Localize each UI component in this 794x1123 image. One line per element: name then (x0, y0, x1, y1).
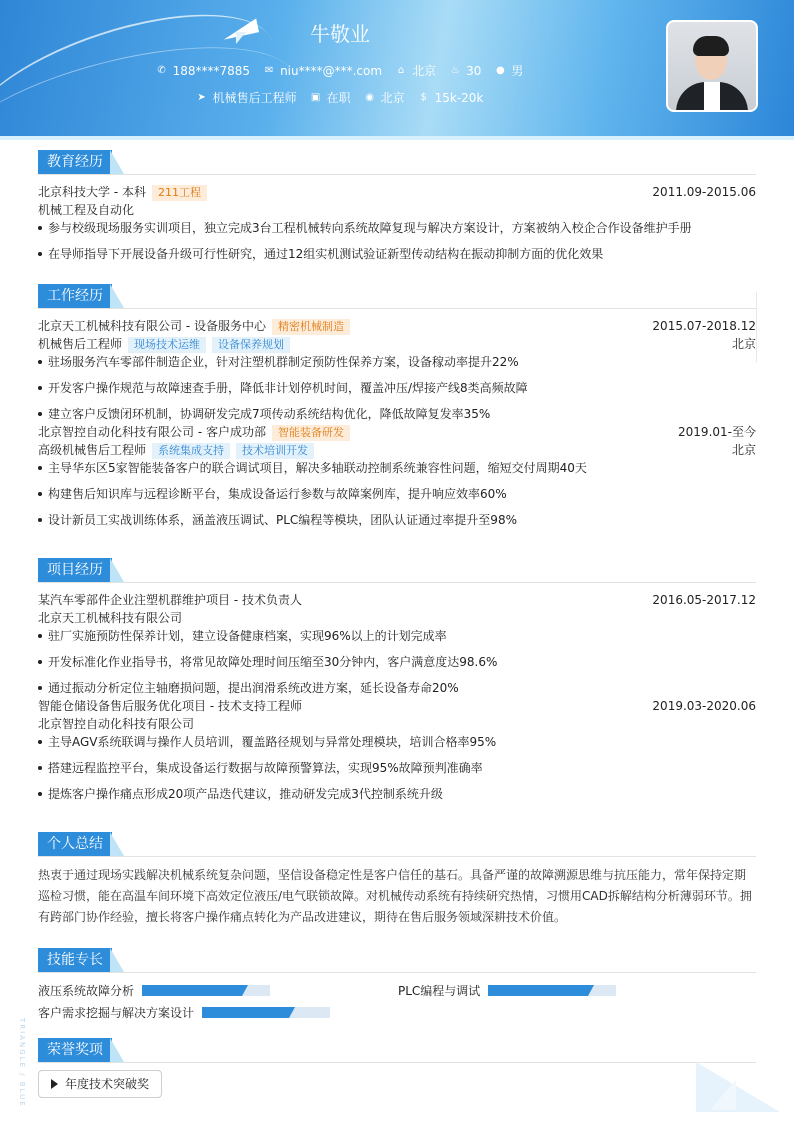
skill-item (38, 982, 270, 999)
gender-icon: ● (495, 64, 505, 76)
list-item: 主导AGV系统联调与操作人员培训，覆盖路径规划与异常处理模块，培训合格率95% (38, 733, 756, 759)
projects-section (38, 558, 756, 811)
industry-badge: 精密机械制造 (272, 319, 350, 335)
list-item: 搭建远程监控平台，集成设备运行数据与故障预警算法，实现95%故障预判准确率 (38, 759, 756, 785)
skill-tag: 设备保养规划 (212, 337, 290, 353)
job-date: 2015.07-2018.12 (652, 319, 756, 333)
skill-tag: 现场技术运维 (128, 337, 206, 353)
cake-icon: ♨ (450, 64, 460, 76)
project-name: 某汽车零部件企业注塑机群维护项目 - 技术负责人 (38, 593, 302, 607)
section-title: 技能专长 (38, 948, 112, 972)
section-header (38, 558, 756, 583)
section-header (38, 1038, 756, 1063)
section-header (38, 832, 756, 857)
skill-name: 液压系统故障分析 (38, 984, 135, 998)
project-org: 北京天工机械科技有限公司 (38, 611, 183, 625)
section-header (38, 948, 756, 973)
awards-section (38, 1038, 756, 1063)
section-title: 项目经历 (38, 558, 112, 582)
email-text: niu****@***.com (280, 63, 383, 78)
school-name: 北京科技大学 - 本科 (38, 185, 146, 199)
job-role: 机械售后工程师 (38, 337, 123, 351)
corner-triangle (696, 1062, 780, 1112)
skill-bar (142, 985, 270, 996)
award-item (38, 1070, 162, 1098)
salary-icon: $ (420, 91, 427, 103)
list-item: 驻场服务汽车零部件制造企业，针对注塑机群制定预防性保养方案，设备稼动率提升22% (38, 353, 756, 379)
skill-tag: 系统集成支持 (152, 443, 230, 459)
list-item: 开发标准化作业指导书，将常见故障处理时间压缩至30分钟内，客户满意度达98.6% (38, 653, 756, 679)
skill-item (38, 1004, 330, 1021)
edu-date: 2011.09-2015.06 (652, 185, 756, 199)
skill-name: 客户需求挖掘与解决方案设计 (38, 1006, 195, 1020)
avatar (666, 20, 758, 112)
industry-badge: 智能装备研发 (272, 425, 350, 441)
resume-header (0, 0, 794, 140)
play-icon (51, 1079, 58, 1089)
send-icon: ➤ (197, 91, 206, 103)
company-name: 北京天工机械科技有限公司 - 设备服务中心 (38, 319, 266, 333)
gender-text: 男 (511, 64, 524, 78)
section-header (38, 150, 756, 175)
list-item: 建立客户反馈闭环机制，协调研发完成7项传动系统结构优化，降低故障复发率35% (38, 405, 756, 423)
job-location: 北京 (731, 443, 756, 457)
contact-row (0, 62, 680, 79)
project-date: 2016.05-2017.12 (652, 593, 756, 607)
job-date: 2019.01-至今 (678, 425, 756, 439)
list-item: 驻厂实施预防性保养计划，建立设备健康档案，实现96%以上的计划完成率 (38, 627, 756, 653)
list-item: 构建售后知识库与远程诊断平台，集成设备运行参数与故障案例库，提升响应效率60% (38, 485, 756, 511)
work-section (38, 284, 756, 537)
company-name: 北京智控自动化科技有限公司 - 客户成功部 (38, 425, 266, 439)
section-title: 教育经历 (38, 150, 112, 174)
skill-bar (488, 985, 616, 996)
award-name: 年度技术突破奖 (65, 1077, 150, 1091)
location-pin-icon: ◉ (365, 91, 374, 103)
skills-section (38, 948, 756, 973)
skill-name: PLC编程与调试 (398, 984, 481, 998)
job-location: 北京 (731, 337, 756, 351)
list-item: 参与校级现场服务实训项目，独立完成3台工程机械转向系统故障复现与解决方案设计，方案被纳入校企合作设备维护手册 (38, 219, 756, 245)
section-title: 工作经历 (38, 284, 112, 308)
summary-text: 热衷于通过现场实践解决机械系统复杂问题，坚信设备稳定性是客户信任的基石。具备严谨的故障溯源思维与抗压能力，常年保持定期巡检习惯，能在高温车间环境下高效定位液压/电气联锁故障。对机械传动系统有持续研究热情，习惯用CAD拆解结构分析薄弱环节。拥有跨部门协作经验，擅长将客户操作痛点转化为产品改进建议，期待在售后服务领域深耕技术价值。 (38, 868, 752, 924)
education-section (38, 150, 756, 271)
summary-section (38, 832, 756, 928)
project-name: 智能仓储设备售后服务优化项目 - 技术支持工程师 (38, 699, 302, 713)
skill-tag: 技术培训开发 (236, 443, 314, 459)
section-title: 荣誉奖项 (38, 1038, 112, 1062)
project-date: 2019.03-2020.06 (652, 699, 756, 713)
job-text: 机械售后工程师 (212, 91, 297, 105)
home-icon: ⌂ (397, 64, 405, 76)
skill-item (398, 982, 616, 999)
phone-icon: ✆ (157, 64, 166, 76)
status-text: 在职 (326, 91, 351, 105)
phone-text: 188****7885 (172, 63, 251, 78)
age-text: 30 (466, 63, 482, 78)
section-title: 个人总结 (38, 832, 112, 856)
intent-row (0, 89, 680, 106)
list-item: 通过振动分析定位主轴磨损问题，提出润滑系统改进方案，延长设备寿命20% (38, 679, 756, 697)
major: 机械工程及自动化 (38, 203, 135, 217)
skill-bar (202, 1007, 330, 1018)
side-watermark: TRIANGLE / BLUE (18, 1018, 26, 1108)
school-badge: 211工程 (152, 185, 207, 201)
corner-triangle (710, 1080, 736, 1110)
salary-text: 15k-20k (434, 90, 484, 105)
list-item: 开发客户操作规范与故障速查手册，降低非计划停机时间，覆盖冲压/焊接产线8类高频故障 (38, 379, 756, 405)
list-item: 主导华东区5家智能装备客户的联合调试项目，解决多轴联动控制系统兼容性问题，缩短交付周期40天 (38, 459, 756, 485)
briefcase-icon: ▣ (310, 91, 321, 103)
project-org: 北京智控自动化科技有限公司 (38, 717, 195, 731)
section-header (38, 284, 756, 309)
mail-icon: ✉ (264, 64, 274, 76)
candidate-name: 牛敬业 (310, 22, 370, 46)
list-item: 提炼客户操作痛点形成20项产品迭代建议，推动研发完成3代控制系统升级 (38, 785, 756, 811)
job-role: 高级机械售后工程师 (38, 443, 147, 457)
city-text: 北京 (412, 64, 437, 78)
list-item: 设计新员工实战训练体系，涵盖液压调试、PLC编程等模块，团队认证通过率提升至98% (38, 511, 756, 537)
target-city-text: 北京 (380, 91, 405, 105)
list-item: 在导师指导下开展设备升级可行性研究，通过12组实机测试验证新型传动结构在振动抑制方面的优化效果 (38, 245, 756, 271)
